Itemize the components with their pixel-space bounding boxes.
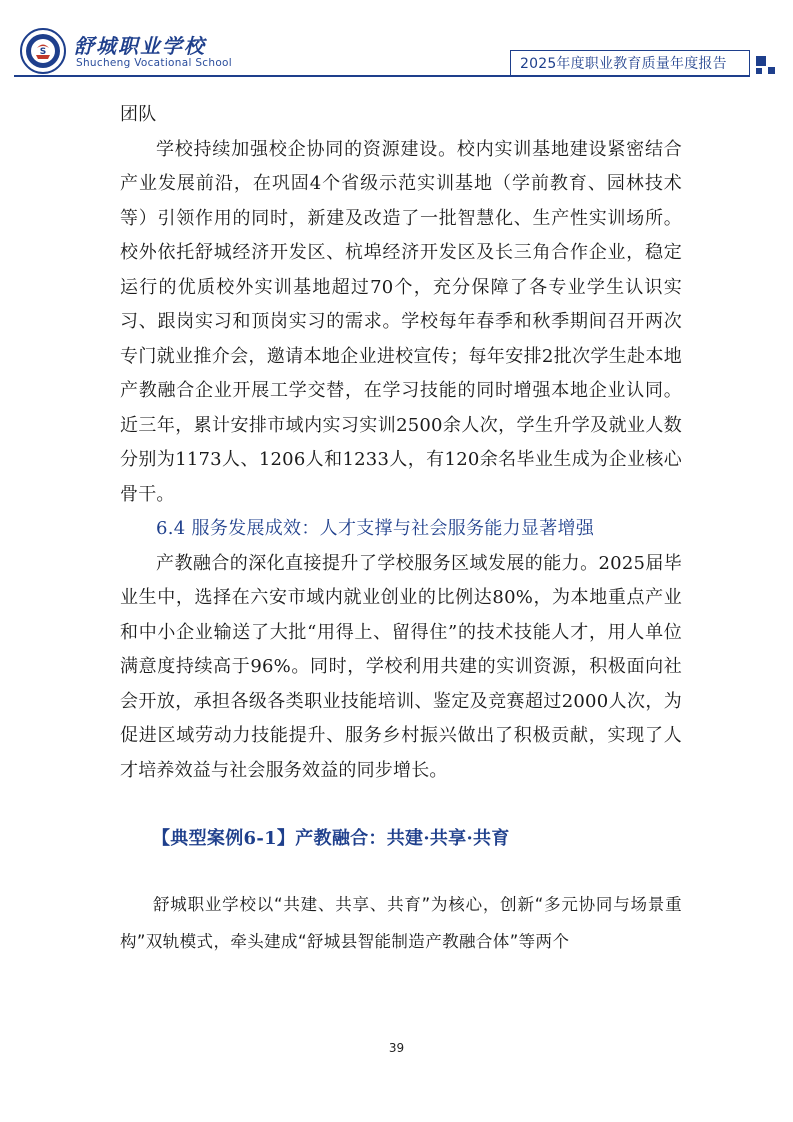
case-title: 【典型案例6-1】产教融合：共建·共享·共育 xyxy=(152,828,510,849)
page-header xyxy=(0,0,793,82)
paragraph-resources: 学校持续加强校企协同的资源建设。校内实训基地建设紧密结合产业发展前沿，在巩固4个省级示范实训基地（学前教育、园林技术等）引领作用的同时，新建及改造了一批智慧化、生产性实训场所。校外依托舒城经济开发区、杭埠经济开发区及长三角合作企业，稳定运行的优质校外实训基地超过70个，充分保障了各专业学生认识实习、跟岗实习和顶岗实习的需求。学校每年春季和秋季期间召开两次专门就业推介会，邀请本地企业进校宣传；每年安排2批次学生赴本地产教融合企业开展工学交替，在学习技能的同时增强本地企业认同。近三年，累计安排市域内实习实训2500余人次，学生升学及就业人数分别为1173人、1206人和1233人，有120余名毕业生成为企业核心骨干。 xyxy=(120,138,682,505)
decorative-square xyxy=(756,68,762,74)
decorative-square xyxy=(756,56,766,66)
continued-heading: 团队 xyxy=(120,104,157,125)
school-name-en: Shucheng Vocational School xyxy=(76,57,232,69)
case-paragraph: 舒城职业学校以“共建、共享、共育”为核心，创新“多元协同与场景重构”双轨模式，牵头建成“舒城县智能制造产教融合体”等两个 xyxy=(120,895,682,951)
report-title: 2025年度职业教育质量年度报告 xyxy=(520,56,727,72)
paragraph-service-results: 产教融合的深化直接提升了学校服务区域发展的能力。2025届毕业生中，选择在六安市域内就业创业的比例达80%，为本地重点产业和中小企业输送了大批“用得上、留得住”的技术技能人才，用人单位满意度持续高于96%。同时，学校利用共建的实训资源，积极面向社会开放，承担各级各类职业技能培训、鉴定及竞赛超过2000人次，为促进区域劳动力技能提升、服务乡村振兴做出了积极贡献，实现了人才培养效益与社会服务效益的同步增长。 xyxy=(120,552,682,781)
section-heading-6-4: 6.4 服务发展成效：人才支撑与社会服务能力显著增强 xyxy=(156,518,595,539)
school-emblem-icon xyxy=(20,28,66,74)
svg-text:S: S xyxy=(39,47,47,57)
page-number: 39 xyxy=(388,1041,405,1055)
school-name-cn: 舒城职业学校 xyxy=(74,34,206,58)
decorative-square xyxy=(768,67,775,74)
header-divider xyxy=(14,75,750,77)
page-body xyxy=(120,98,682,960)
